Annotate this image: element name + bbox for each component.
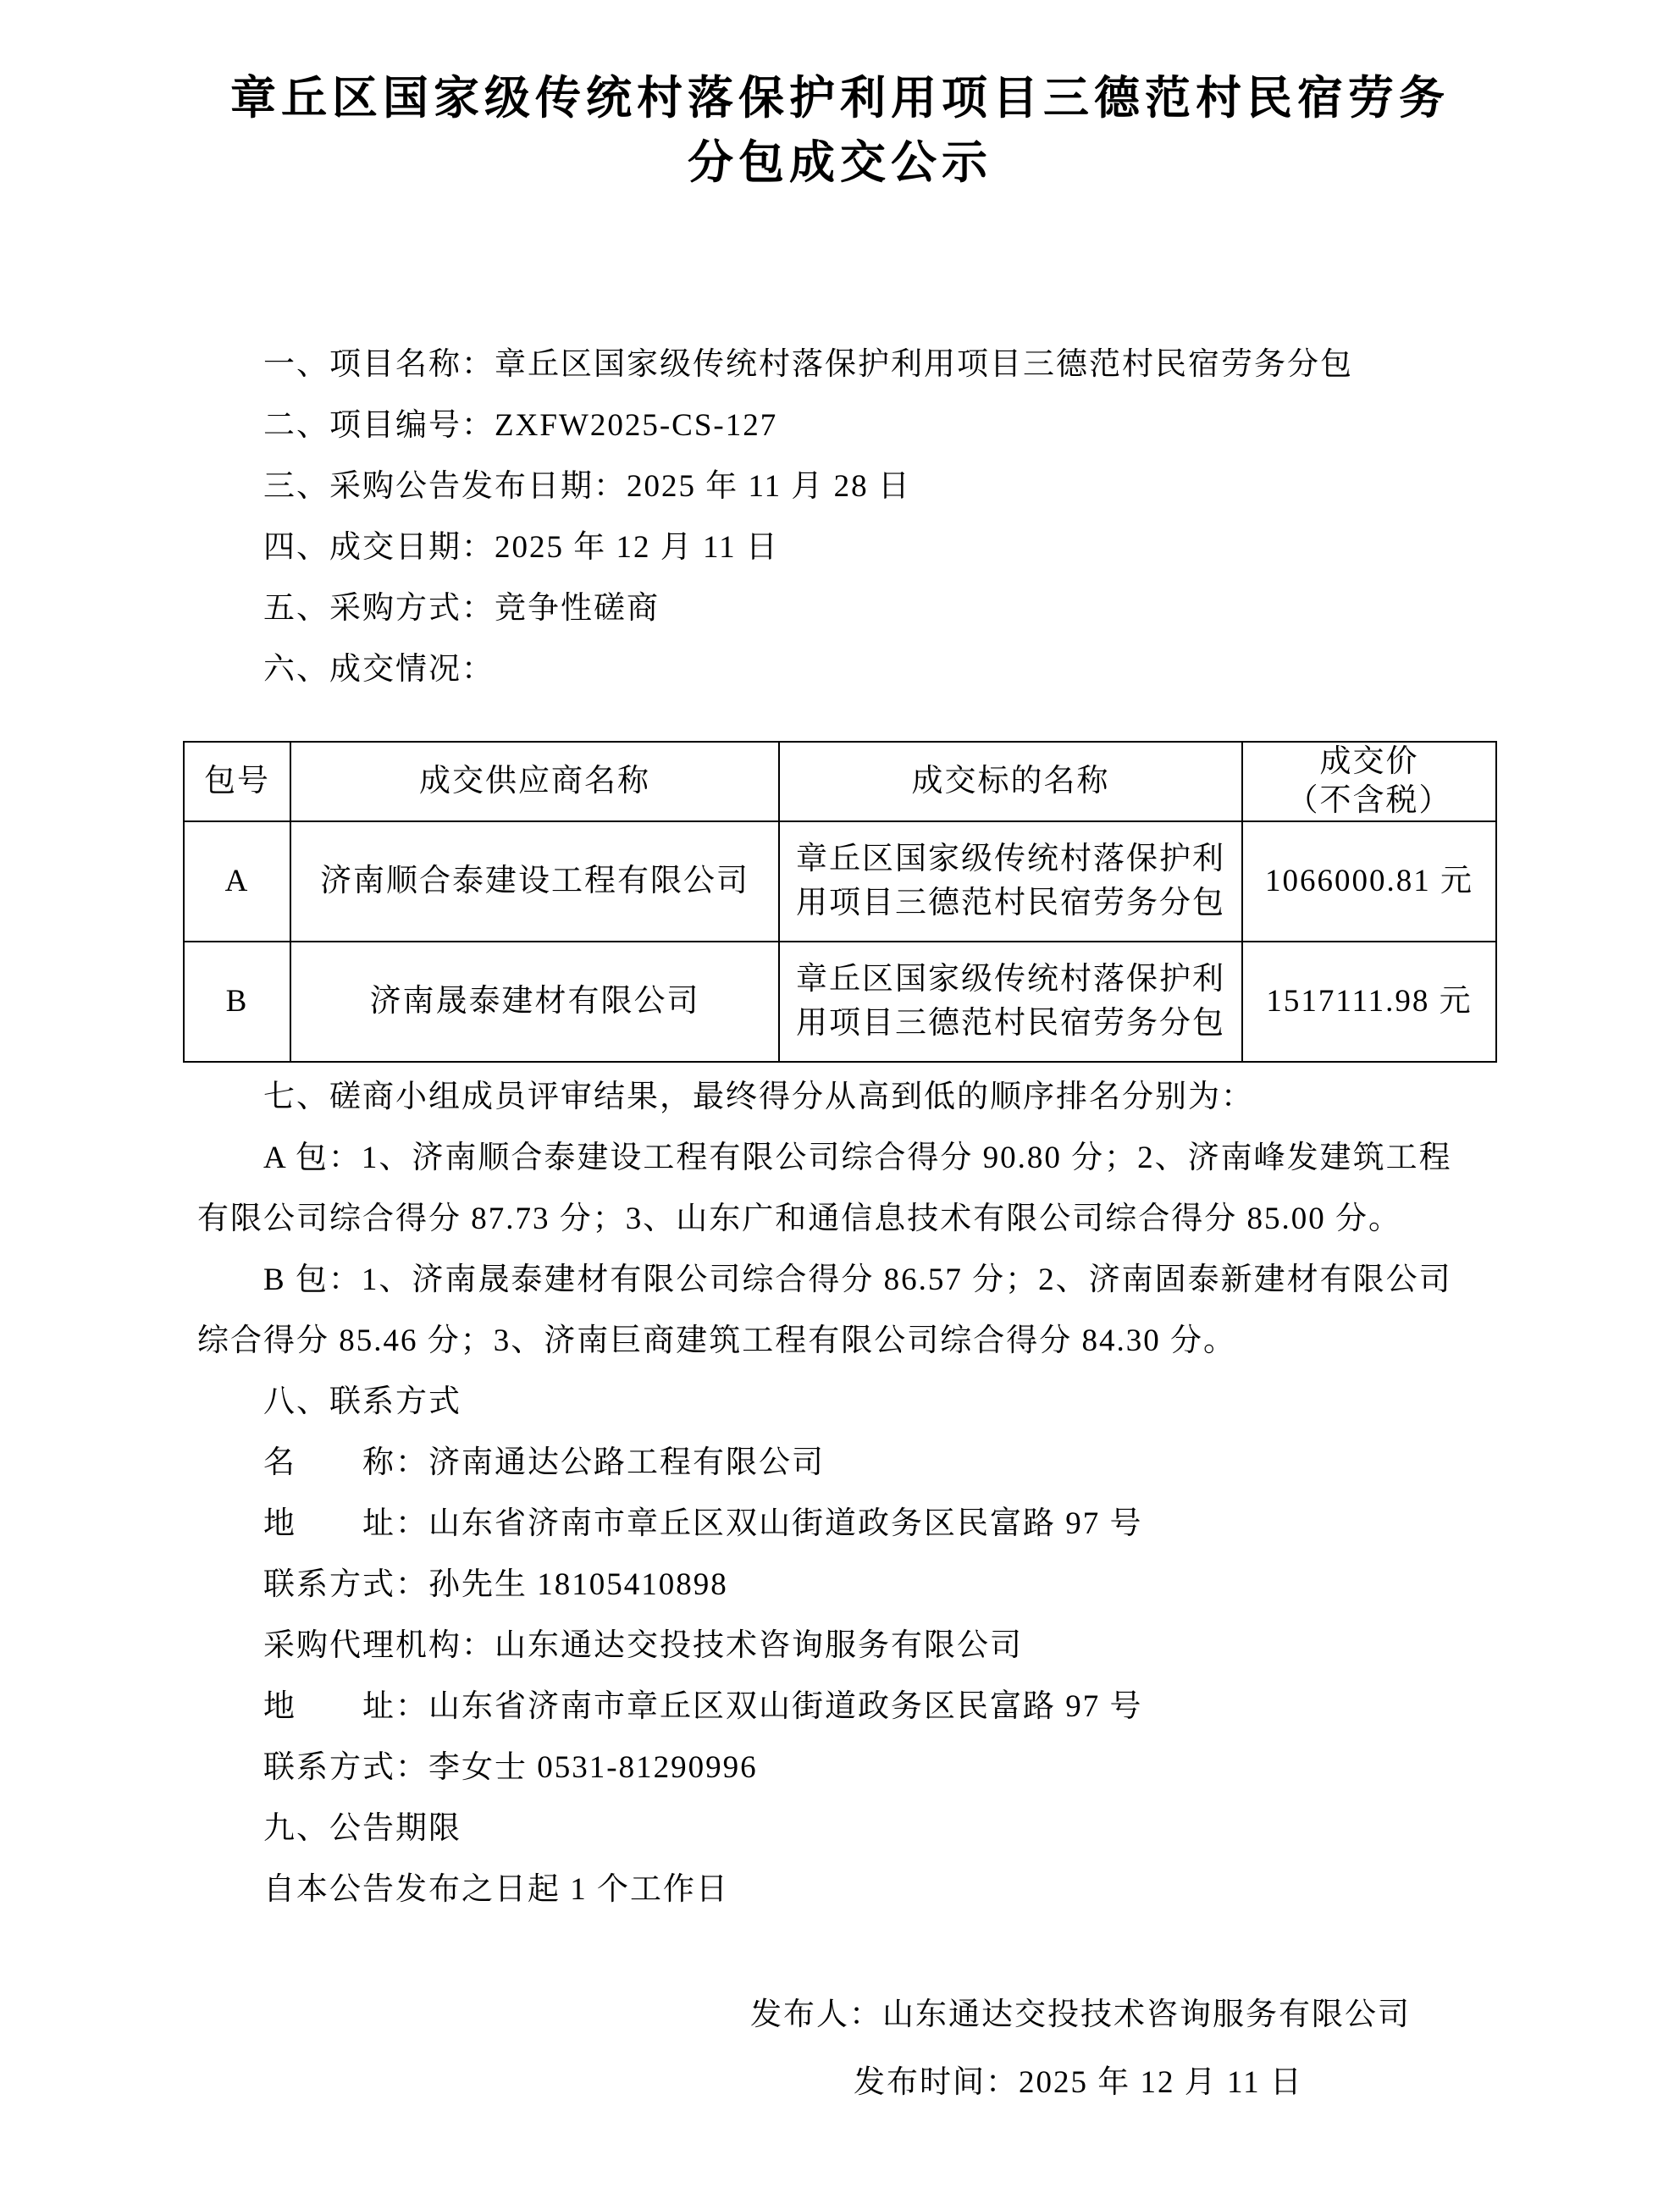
header-subject-name: 成交标的名称 xyxy=(779,742,1242,821)
body-line-5: 综合得分 85.46 分；3、济南巨商建筑工程有限公司综合得分 84.30 分。 xyxy=(197,1323,1236,1358)
body-line-10: 采购代理机构：山东通达交投技术咨询服务有限公司 xyxy=(263,1628,1023,1663)
header-price xyxy=(1242,742,1496,821)
publish-time-line: 发布时间：2025 年 12 月 11 日 xyxy=(854,2065,1303,2100)
header-price-line-1: 成交价 xyxy=(1319,744,1419,779)
body-paragraphs xyxy=(183,1067,1497,1920)
body-line-2: A 包：1、济南顺合泰建设工程有限公司综合得分 90.80 分；2、济南峰发建筑工程 xyxy=(263,1141,1452,1175)
body-line-8: 地 址：山东省济南市章丘区双山街道政务区民富路 97 号 xyxy=(263,1506,1143,1541)
intro-line-2: 二、项目编号：ZXFW2025-CS-127 xyxy=(263,408,778,443)
cell-subject-name: 章丘区国家级传统村落保护利用项目三德范村民宿劳务分包 xyxy=(779,821,1242,942)
cell-supplier-name: 济南顺合泰建设工程有限公司 xyxy=(290,821,779,942)
body-line-11: 地 址：山东省济南市章丘区双山街道政务区民富路 97 号 xyxy=(263,1689,1143,1724)
table-row-package-B xyxy=(184,942,1496,1062)
intro-line-4: 四、成交日期：2025 年 12 月 11 日 xyxy=(263,530,779,565)
body-line-6: 八、联系方式 xyxy=(263,1384,461,1419)
header-supplier-name: 成交供应商名称 xyxy=(290,742,779,821)
pre-table-gap xyxy=(183,700,1497,741)
cell-price: 1066000.81 元 xyxy=(1242,821,1496,942)
intro-line-1: 一、项目名称：章丘区国家级传统村落保护利用项目三德范村民宿劳务分包 xyxy=(263,347,1353,382)
body-line-9: 联系方式：孙先生 18105410898 xyxy=(263,1567,728,1602)
header-price-line-2: （不含税） xyxy=(1286,783,1452,818)
body-line-13: 九、公告期限 xyxy=(263,1811,461,1846)
header-package-number: 包号 xyxy=(184,742,290,821)
body-line-1: 七、磋商小组成员评审结果，最终得分从高到低的顺序排名分别为： xyxy=(263,1080,1254,1114)
table-header-row xyxy=(184,742,1496,821)
document-title-line-2: 分包成交公示 xyxy=(688,137,992,188)
body-line-4: B 包：1、济南晟泰建材有限公司综合得分 86.57 分；2、济南固泰新建材有限公司 xyxy=(263,1262,1452,1297)
intro-line-3: 三、采购公告发布日期：2025 年 11 月 28 日 xyxy=(263,469,911,504)
cell-subject-name: 章丘区国家级传统村落保护利用项目三德范村民宿劳务分包 xyxy=(779,942,1242,1062)
cell-supplier-name: 济南晟泰建材有限公司 xyxy=(290,942,779,1062)
cell-package-number: B xyxy=(184,942,290,1062)
intro-line-6: 六、成交情况： xyxy=(263,652,495,687)
table-row-package-A xyxy=(184,821,1496,942)
cell-price: 1517111.98 元 xyxy=(1242,942,1496,1062)
body-line-14: 自本公告发布之日起 1 个工作日 xyxy=(263,1872,729,1907)
intro-paragraphs xyxy=(183,334,1497,700)
intro-line-5: 五、采购方式：竞争性磋商 xyxy=(263,591,660,626)
publisher-line: 发布人：山东通达交投技术咨询服务有限公司 xyxy=(750,1997,1411,2032)
body-line-3: 有限公司综合得分 87.73 分；3、山东广和通信息技术有限公司综合得分 85.00 分。 xyxy=(197,1202,1401,1236)
cell-package-number: A xyxy=(184,821,290,942)
title-body-gap xyxy=(183,195,1497,334)
body-line-7: 名 称：济南通达公路工程有限公司 xyxy=(263,1445,825,1480)
body-line-12: 联系方式：李女士 0531-81290996 xyxy=(263,1750,758,1785)
document-title-line-1: 章丘区国家级传统村落保护利用项目三德范村民宿劳务 xyxy=(230,73,1450,124)
award-result-table xyxy=(183,741,1497,1063)
